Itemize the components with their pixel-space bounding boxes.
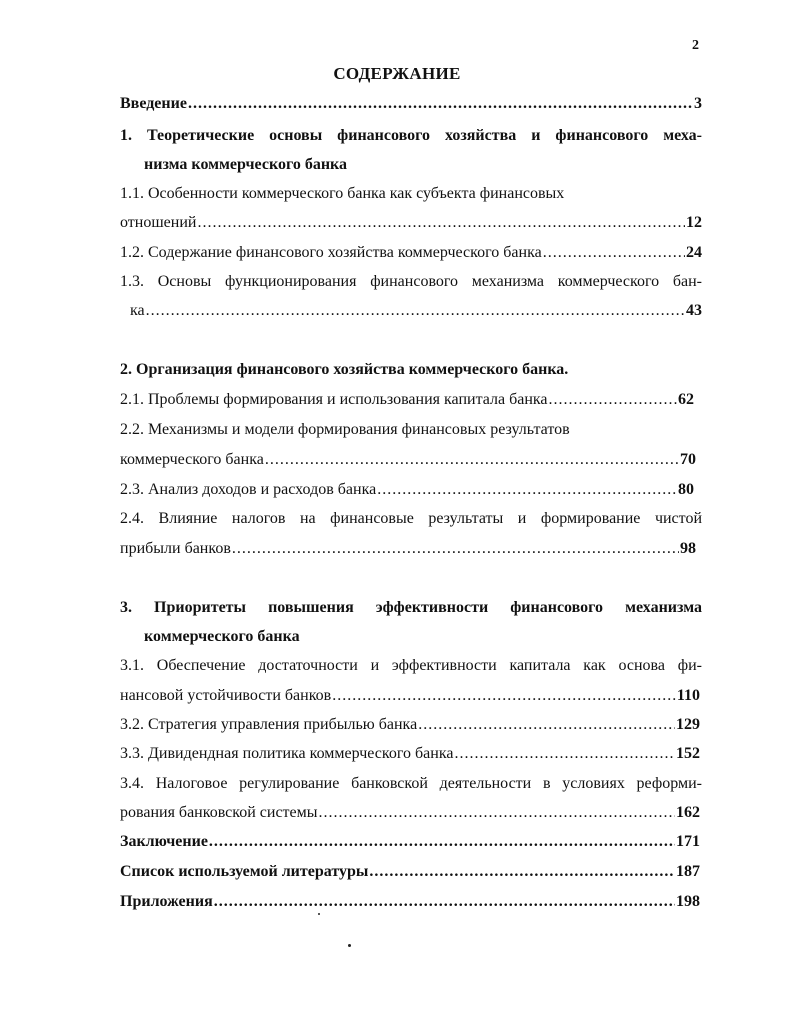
toc-label: отношений	[120, 214, 197, 231]
toc-label: 3.2. Стратегия управления прибылью банка	[120, 716, 418, 733]
toc-label: 1. Теоретические основы финансового хозяйства и финансового меха-	[120, 127, 702, 144]
toc-entry-2-4-line2	[120, 539, 696, 559]
toc-entry-1-1-line2	[120, 213, 702, 233]
toc-label: коммерческого банка	[120, 451, 264, 468]
toc-label: 1.1. Особенности коммерческого банка как субъекта финансовых	[120, 185, 565, 202]
toc-page: 62	[678, 391, 694, 408]
toc-entry-2-3	[120, 480, 694, 500]
toc-entry-3-1-line1	[120, 656, 702, 676]
toc-page: 152	[676, 745, 700, 762]
toc-label: Заключение	[120, 833, 208, 850]
toc-label: 2.4. Влияние налогов на финансовые результаты и формирование чистой	[120, 510, 702, 527]
leader-dots	[188, 94, 693, 114]
toc-page: 43	[686, 302, 702, 319]
scan-speck	[348, 944, 351, 947]
toc-label: Приложения	[120, 893, 213, 910]
toc-entry-2-2-line2	[120, 450, 696, 470]
toc-entry-3-1-line2	[120, 686, 700, 706]
leader-dots	[232, 539, 679, 559]
toc-entry-3-3	[120, 744, 700, 764]
toc-entry-3-2	[120, 715, 700, 735]
leader-dots	[332, 686, 676, 706]
leader-dots	[197, 213, 685, 233]
toc-label: рования банковской системы	[120, 804, 318, 821]
toc-entry-1-3-line1	[120, 272, 702, 292]
leader-dots	[377, 480, 677, 500]
toc-label: нансовой устойчивости банков	[120, 687, 332, 704]
toc-chapter-3-line2	[120, 627, 702, 647]
toc-entry-2-2-line1	[120, 420, 702, 440]
toc-label: 3.4. Налоговое регулирование банковской деятельности в условиях реформи-	[120, 775, 702, 792]
toc-label: 2.2. Механизмы и модели формирования финансовых результатов	[120, 421, 570, 438]
toc-entry-2-4-line1	[120, 509, 702, 529]
toc-label: Список используемой литературы	[120, 863, 369, 880]
toc-entry-appendix	[120, 892, 700, 912]
toc-page: 98	[680, 540, 696, 557]
toc-entry-1-3-line2	[120, 301, 702, 321]
page-title: СОДЕРЖАНИЕ	[333, 64, 461, 83]
toc-label: низма коммерческого банка	[144, 156, 348, 173]
toc-label: Введение	[120, 95, 187, 112]
leader-dots	[549, 390, 677, 410]
toc-page: 171	[676, 833, 700, 850]
toc-label: 3.3. Дивидендная политика коммерческого банка	[120, 745, 454, 762]
toc-entry-2-1	[120, 390, 694, 410]
toc-page: 110	[676, 687, 700, 704]
toc-page: 80	[678, 481, 694, 498]
toc-entry-conclusion	[120, 832, 700, 852]
toc-label: 2.1. Проблемы формирования и использования капитала банка	[120, 391, 548, 408]
toc-chapter-1-line2	[120, 155, 702, 175]
toc-page: 162	[676, 804, 700, 821]
toc-page: 3	[694, 95, 702, 112]
leader-dots	[543, 243, 685, 263]
page-number: 2	[692, 38, 699, 53]
leader-dots	[146, 301, 685, 321]
toc-entry-literature	[120, 862, 700, 882]
toc-entry-1-2	[120, 243, 702, 263]
toc-label: 1.3. Основы функционирования финансового механизма коммерческого бан-	[120, 273, 702, 290]
toc-entry-3-4-line1	[120, 774, 702, 794]
toc-page: 187	[676, 863, 700, 880]
toc-label: 3.1. Обеспечение достаточности и эффективности капитала как основа фи-	[120, 657, 702, 674]
toc-page: 12	[686, 214, 702, 231]
leader-dots	[369, 862, 675, 882]
toc-label: 2.3. Анализ доходов и расходов банка	[120, 481, 377, 498]
toc-page: 198	[676, 893, 700, 910]
leader-dots	[209, 832, 675, 852]
toc-page: 70	[680, 451, 696, 468]
toc-chapter-1-line1	[120, 126, 702, 146]
toc-chapter-3-line1	[120, 598, 702, 618]
toc-label: ка	[130, 302, 145, 319]
toc-entry-1-1-line1	[120, 184, 702, 204]
leader-dots	[319, 803, 675, 823]
leader-dots	[265, 450, 679, 470]
toc-chapter-2	[120, 360, 702, 380]
toc-page: 129	[676, 716, 700, 733]
scan-speck	[318, 913, 320, 915]
toc-label: 2. Организация финансового хозяйства коммерческого банка.	[120, 361, 569, 378]
leader-dots	[214, 892, 675, 912]
toc-label: прибыли банков	[120, 540, 231, 557]
toc-entry-intro	[120, 94, 702, 114]
toc-label: 1.2. Содержание финансового хозяйства коммерческого банка	[120, 244, 542, 261]
toc-page: 24	[686, 244, 702, 261]
toc-label: 3. Приоритеты повышения эффективности финансового механизма	[120, 599, 702, 616]
toc-label: коммерческого банка	[144, 628, 300, 645]
leader-dots	[454, 744, 675, 764]
toc-entry-3-4-line2	[120, 803, 700, 823]
leader-dots	[418, 715, 675, 735]
